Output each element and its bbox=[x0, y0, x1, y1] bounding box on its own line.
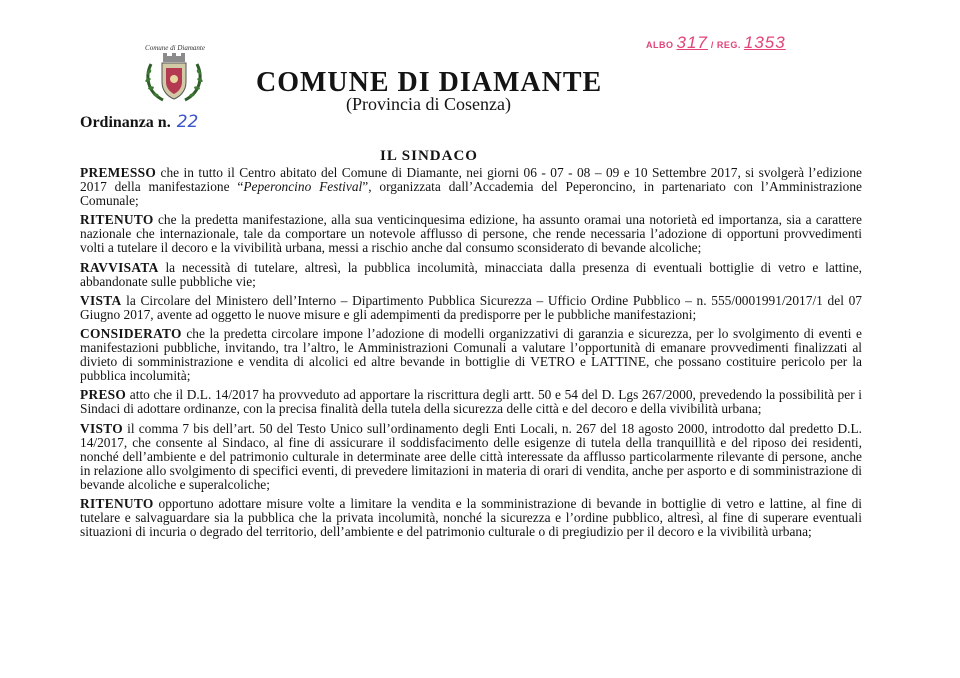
paragraph-text-after: ”, organizzata dall’Accademia del Peperoncino, in partenariato con l’Amministrazione Comunale; bbox=[80, 179, 862, 209]
paragraph-keyword: CONSIDERATO bbox=[80, 325, 182, 341]
paragraph-keyword: RAVVISATA bbox=[80, 259, 159, 275]
albo-number: 317 bbox=[676, 33, 708, 52]
paragraph-text: che la predetta manifestazione, alla sua venticinquesima edizione, ha assunto oramai una notorietà ed importanza, sia a carattere nazionale che internazionale, tale da comportare un notevole afflusso di persone, che rende necessaria l’adozione di opportuni provvedimenti volti a tutelare il decoro e la vivibilità urbana, messi a rischio anche dal consumo sconsiderato di bevande alcoliche; bbox=[80, 212, 862, 256]
paragraph-text: la necessità di tutelare, altresì, la pubblica incolumità, minacciata dalla presenza di eventuali bottiglie di vetro e lattine, abbandonate sulle pubbliche vie; bbox=[80, 259, 862, 289]
ordinanza-line bbox=[80, 112, 198, 132]
paragraph-text: la Circolare del Ministero dell’Interno – Dipartimento Pubblica Sicurezza – Ufficio Ordine Pubblico – n. 555/0001991/2017/1 del 07 Giugno 2017, avente ad oggetto le nuove misure e gli adempimenti da predisporre per le pubbliche manifestazioni; bbox=[80, 292, 862, 322]
paragraph-visto bbox=[80, 422, 862, 492]
paragraph-considerato bbox=[80, 327, 862, 383]
document-body bbox=[80, 166, 862, 544]
paragraph-keyword: RITENUTO bbox=[80, 212, 154, 228]
albo-label: ALBO bbox=[646, 40, 674, 50]
paragraph-ravvisata bbox=[80, 261, 862, 289]
festival-name: Peperoncino Festival bbox=[243, 179, 363, 195]
reg-number: 1353 bbox=[743, 33, 786, 52]
paragraph-preso bbox=[80, 388, 862, 416]
paragraph-text: il comma 7 bis dell’art. 50 del Testo Unico sull’ordinamento degli Enti Locali, n. 267 del 18 agosto 2000, introdotto dal predetto D.L. 14/2017, che consente al Sindaco, al fine di assicurare il soddisfacimento delle esigenze di tutela della tranquillità e del riposo dei residenti, nonché dell’ambiente e del patrimonio culturale in determinate aree delle città interessate da afflusso particolarmente rilevante di persone, anche in relazione allo svolgimento di specifici eventi, di prevedere limitazioni in materia di orari di vendita, anche per asporto e di somministrazione di bevande alcoliche e superalcoliche; bbox=[80, 420, 862, 492]
paragraph-premesso bbox=[80, 166, 862, 208]
paragraph-keyword: RITENUTO bbox=[80, 495, 154, 511]
paragraph-keyword: VISTA bbox=[80, 292, 122, 308]
paragraph-ritenuto bbox=[80, 213, 862, 255]
paragraph-text: atto che il D.L. 14/2017 ha provveduto ad apportare la riscrittura degli artt. 50 e 54 del D. Lgs 267/2000, prevedendo la possibilità per i Sindaci di adottare ordinanze, con la precisa finalità della tutela della sicurezza delle città e del decoro e della vivibilità urbana; bbox=[80, 387, 862, 417]
paragraph-text: opportuno adottare misure volte a limitare la vendita e la somministrazione di bevande in bottiglie di vetro e lattine, al fine di tutelare e salvaguardare sia la pubblica che la privata incolumità, nonché la sicurezza e l’ordine pubblico, altresì, al fine di superare eventuali situazioni di incuria o degrado del territorio, dell’ambiente e del patrimonio culturale o di pregiudizio per il decoro e la vivibilità urbana; bbox=[80, 495, 862, 540]
crest-label: Comune di Diamante bbox=[145, 44, 205, 52]
paragraph-keyword: PRESO bbox=[80, 387, 127, 403]
section-heading: IL SINDACO bbox=[380, 148, 478, 164]
page-title: COMUNE DI DIAMANTE bbox=[256, 67, 603, 98]
paragraph-text: che in tutto il Centro abitato del Comune di Diamante, nei giorni 06 - 07 - 08 – 09 e 10 Settembre 2017, si svolgerà l’edizione 2017 della manifestazione “ bbox=[80, 165, 862, 195]
paragraph-keyword: VISTO bbox=[80, 420, 123, 436]
ordinanza-number: 22 bbox=[176, 112, 199, 132]
paragraph-ritenuto-opportuno bbox=[80, 497, 862, 539]
reg-label: / REG. bbox=[710, 40, 741, 50]
paragraph-keyword: PREMESSO bbox=[80, 165, 157, 180]
registry-stamp bbox=[646, 33, 786, 53]
page-subtitle: (Provincia di Cosenza) bbox=[346, 94, 511, 114]
ordinanza-label: Ordinanza n. bbox=[80, 114, 171, 131]
paragraph-text: che la predetta circolare impone l’adozione di modelli organizzativi di garanzia e sicurezza, per lo svolgimento di eventi e manifestazioni pubbliche, invitando, tra l’altro, le Amministrazioni Comunali a valutare l’opportunità di emanare provvedimenti finalizzati al divieto di somministrazione e vendita di alcolici ed altre bevande in bottiglie di VETRO e LATTINE, che possano costituire pericolo per la pubblica incolumità; bbox=[80, 325, 862, 384]
municipal-crest-icon bbox=[143, 52, 205, 104]
paragraph-vista bbox=[80, 294, 862, 322]
